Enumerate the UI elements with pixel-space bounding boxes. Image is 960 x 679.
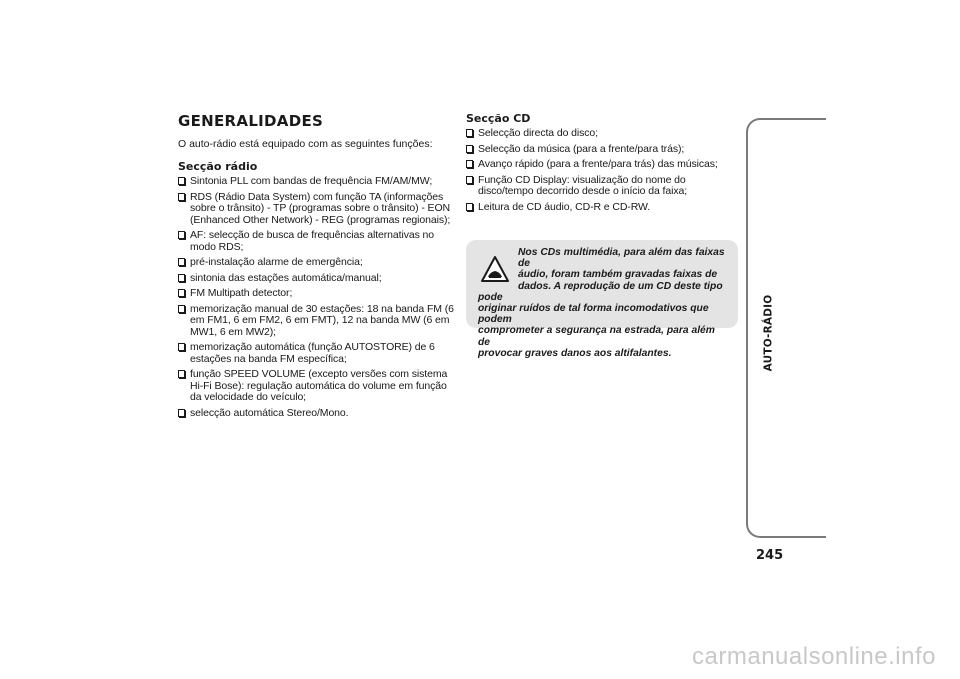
left-column: [178, 112, 458, 423]
list-item: [178, 288, 458, 300]
checkbox-bullet-icon: [178, 370, 185, 378]
warning-note-text: [478, 247, 728, 359]
list-item-text: Leitura de CD áudio, CD-R e CD-RW.: [478, 200, 651, 213]
list-item-text: AF: selecção de busca de frequências alternativas no modo RDS;: [190, 229, 435, 253]
intro-text: O auto-rádio está equipado com as seguintes funções:: [178, 138, 433, 150]
cd-feature-list: [466, 128, 742, 213]
checkbox-bullet-icon: [466, 129, 473, 137]
list-item: [466, 202, 742, 214]
note-line: originar ruídos de tal forma incomodativos que podem: [478, 303, 709, 326]
page-number: 245: [756, 548, 784, 563]
checkbox-bullet-icon: [178, 305, 185, 313]
list-item: [178, 408, 458, 420]
list-item: [178, 192, 458, 227]
checkbox-bullet-icon: [178, 409, 185, 417]
list-item: [178, 230, 458, 253]
checkbox-bullet-icon: [178, 258, 185, 266]
list-item-text: Sintonia PLL com bandas de frequência FM/AM/MW;: [190, 175, 433, 187]
cd-heading: Secção CD: [466, 112, 531, 125]
radio-feature-list: [178, 176, 458, 419]
list-item: [178, 304, 458, 339]
list-item-text: Avanço rápido (para a frente/para trás) das músicas;: [478, 158, 718, 170]
list-item-text: pré-instalação alarme de emergência;: [190, 256, 363, 268]
list-item: [466, 144, 742, 156]
watermark: carmanualsonline.info: [692, 643, 936, 670]
checkbox-bullet-icon: [178, 193, 185, 201]
warning-triangle-icon: [480, 255, 510, 283]
list-item: [178, 273, 458, 285]
list-item: [466, 175, 742, 198]
list-item-text: Função CD Display: visualização do nome do disco/tempo decorrido desde o início da faixa;: [478, 173, 688, 197]
radio-heading: Secção rádio: [178, 160, 258, 173]
list-item-text: Selecção directa do disco;: [478, 127, 598, 139]
list-item-text: memorização automática (função AUTOSTORE) de 6 estações na banda FM específica;: [190, 341, 435, 365]
section-title: GENERALIDADES: [178, 112, 324, 130]
checkbox-bullet-icon: [466, 160, 473, 168]
section-label-text: AUTO-RÁDIO: [762, 294, 775, 372]
list-item-text: FM Multipath detector;: [190, 287, 293, 299]
note-line: comprometer a segurança na estrada, para além de: [478, 325, 715, 348]
list-item: [466, 128, 742, 140]
list-item: [178, 257, 458, 269]
checkbox-bullet-icon: [466, 176, 473, 184]
list-item: [178, 342, 458, 365]
section-side-label: [758, 294, 778, 372]
list-item-text: função SPEED VOLUME (excepto versões com sistema Hi-Fi Bose): regulação automática do volume em função da velocidade do veículo;: [190, 368, 448, 403]
list-item-text: RDS (Rádio Data System) com função TA (informações sobre o trânsito) - TP (programas sobre o trânsito) - EON (Enhanced Other Network) - REG (programas regionais);: [190, 190, 451, 226]
note-line: provocar graves danos aos altifalantes.: [478, 347, 672, 359]
note-line: áudio, foram também gravadas faixas de: [518, 269, 718, 281]
list-item-text: sintonia das estações automática/manual;: [190, 271, 382, 284]
list-item-text: Selecção da música (para a frente/para trás);: [478, 142, 685, 155]
checkbox-bullet-icon: [466, 203, 473, 211]
checkbox-bullet-icon: [178, 343, 185, 351]
note-line: Nos CDs multimédia, para além das faixas de: [518, 247, 725, 270]
list-item: [178, 369, 458, 404]
checkbox-bullet-icon: [178, 289, 185, 297]
checkbox-bullet-icon: [178, 177, 185, 185]
checkbox-bullet-icon: [178, 274, 185, 282]
list-item: [466, 159, 742, 171]
list-item-text: selecção automática Stereo/Mono.: [190, 406, 349, 419]
list-item: [178, 176, 458, 188]
note-line: dados. A reprodução de um CD deste tipo pode: [478, 280, 723, 303]
right-column: [466, 112, 742, 217]
checkbox-bullet-icon: [178, 231, 185, 239]
warning-note: [466, 240, 738, 359]
checkbox-bullet-icon: [466, 145, 473, 153]
list-item-text: memorização manual de 30 estações: 18 na banda FM (6 em FM1, 6 em FM2, 6 em FMT), 12 na banda MW (6 em MW1, 6 em MW2);: [190, 302, 454, 338]
